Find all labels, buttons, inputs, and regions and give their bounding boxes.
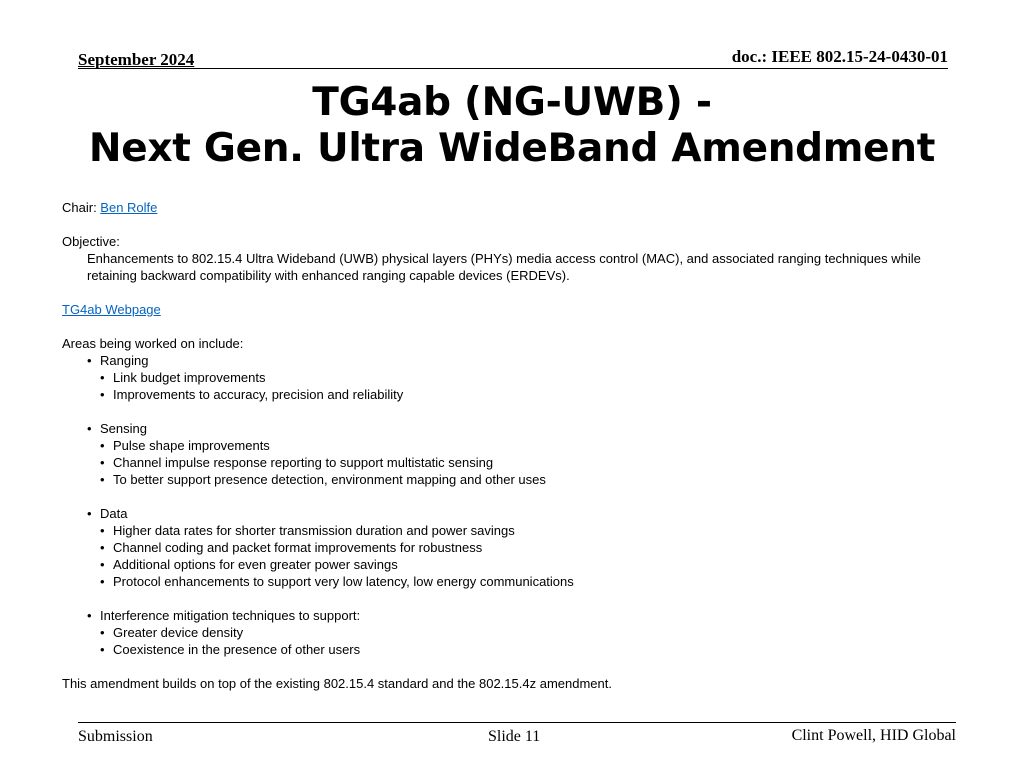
area-sub-item-label: Greater device density [113, 625, 244, 640]
bullet-icon: • [100, 455, 105, 470]
areas-intro: Areas being worked on include: [62, 336, 244, 351]
bullet-icon: • [87, 506, 92, 521]
area-sub-item [62, 437, 972, 454]
area-group-title [62, 505, 972, 522]
area-sub-item-label: Higher data rates for shorter transmission duration and power savings [113, 523, 515, 538]
objective-label: Objective: [62, 234, 120, 249]
area-sub-item [62, 556, 972, 573]
area-sub-item [62, 386, 972, 403]
area-sub-item-label: Coexistence in the presence of other users [113, 642, 361, 657]
bullet-icon: • [100, 540, 105, 555]
bullet-icon: • [87, 421, 92, 436]
bullet-icon: • [87, 353, 92, 368]
area-sub-item-label: Protocol enhancements to support very low latency, low energy communications [113, 574, 574, 589]
slide-body [62, 199, 972, 692]
bullet-icon: • [100, 523, 105, 538]
bullet-icon: • [100, 557, 105, 572]
area-sub-item [62, 522, 972, 539]
area-group-label: Sensing [100, 421, 147, 436]
chair-name-link[interactable]: Ben Rolfe [100, 200, 158, 215]
bullet-icon: • [100, 472, 105, 487]
areas-list [62, 352, 972, 675]
footer-author: Clint Powell, HID Global [791, 727, 956, 744]
bullet-icon: • [100, 574, 105, 589]
closing-statement: This amendment builds on top of the existing 802.15.4 standard and the 802.15.4z amendment. [62, 676, 612, 691]
area-sub-item [62, 539, 972, 556]
title-line-2: Next Gen. Ultra WideBand Amendment [88, 126, 936, 171]
area-sub-item-label: To better support presence detection, environment mapping and other uses [113, 472, 546, 487]
chair-line [62, 199, 972, 216]
bullet-icon: • [100, 370, 105, 385]
bullet-icon: • [100, 642, 105, 657]
footer-divider [78, 722, 956, 723]
header-doc-id: doc.: IEEE 802.15-24-0430-01 [731, 47, 948, 66]
bullet-icon: • [87, 608, 92, 623]
area-sub-item-label: Additional options for even greater power savings [113, 557, 398, 572]
header-date: September 2024 [78, 50, 195, 69]
footer-slide-number: Slide 11 [488, 728, 541, 745]
bullet-icon: • [100, 438, 105, 453]
slide-title [0, 80, 1024, 172]
header-divider [78, 68, 948, 69]
area-group-title [62, 420, 972, 437]
chair-label: Chair: [62, 200, 101, 215]
area-sub-item-label: Improvements to accuracy, precision and reliability [113, 387, 404, 402]
title-line-1: TG4ab (NG-UWB) - [312, 80, 712, 125]
area-group-label: Data [100, 506, 128, 521]
area-group-label: Interference mitigation techniques to support: [100, 608, 361, 623]
area-group-title [62, 352, 972, 369]
area-sub-item-label: Channel coding and packet format improvements for robustness [113, 540, 483, 555]
area-sub-item [62, 573, 972, 590]
objective-text: Enhancements to 802.15.4 Ultra Wideband (UWB) physical layers (PHYs) media access control (MAC), and associated ranging techniques while retaining backward compatibility with enhanced ranging capable devices (ERDEVs). [87, 251, 921, 283]
bullet-icon: • [100, 387, 105, 402]
bullet-icon: • [100, 625, 105, 640]
area-sub-item-label: Channel impulse response reporting to support multistatic sensing [113, 455, 494, 470]
area-sub-item [62, 641, 972, 658]
area-sub-item [62, 454, 972, 471]
area-sub-item [62, 624, 972, 641]
area-sub-item [62, 369, 972, 386]
area-sub-item-label: Pulse shape improvements [113, 438, 270, 453]
footer-submission: Submission [78, 728, 153, 745]
area-sub-item [62, 471, 972, 488]
tg4ab-webpage-link[interactable]: TG4ab Webpage [62, 302, 161, 317]
area-sub-item-label: Link budget improvements [113, 370, 266, 385]
area-group-title [62, 607, 972, 624]
area-group-label: Ranging [100, 353, 149, 368]
